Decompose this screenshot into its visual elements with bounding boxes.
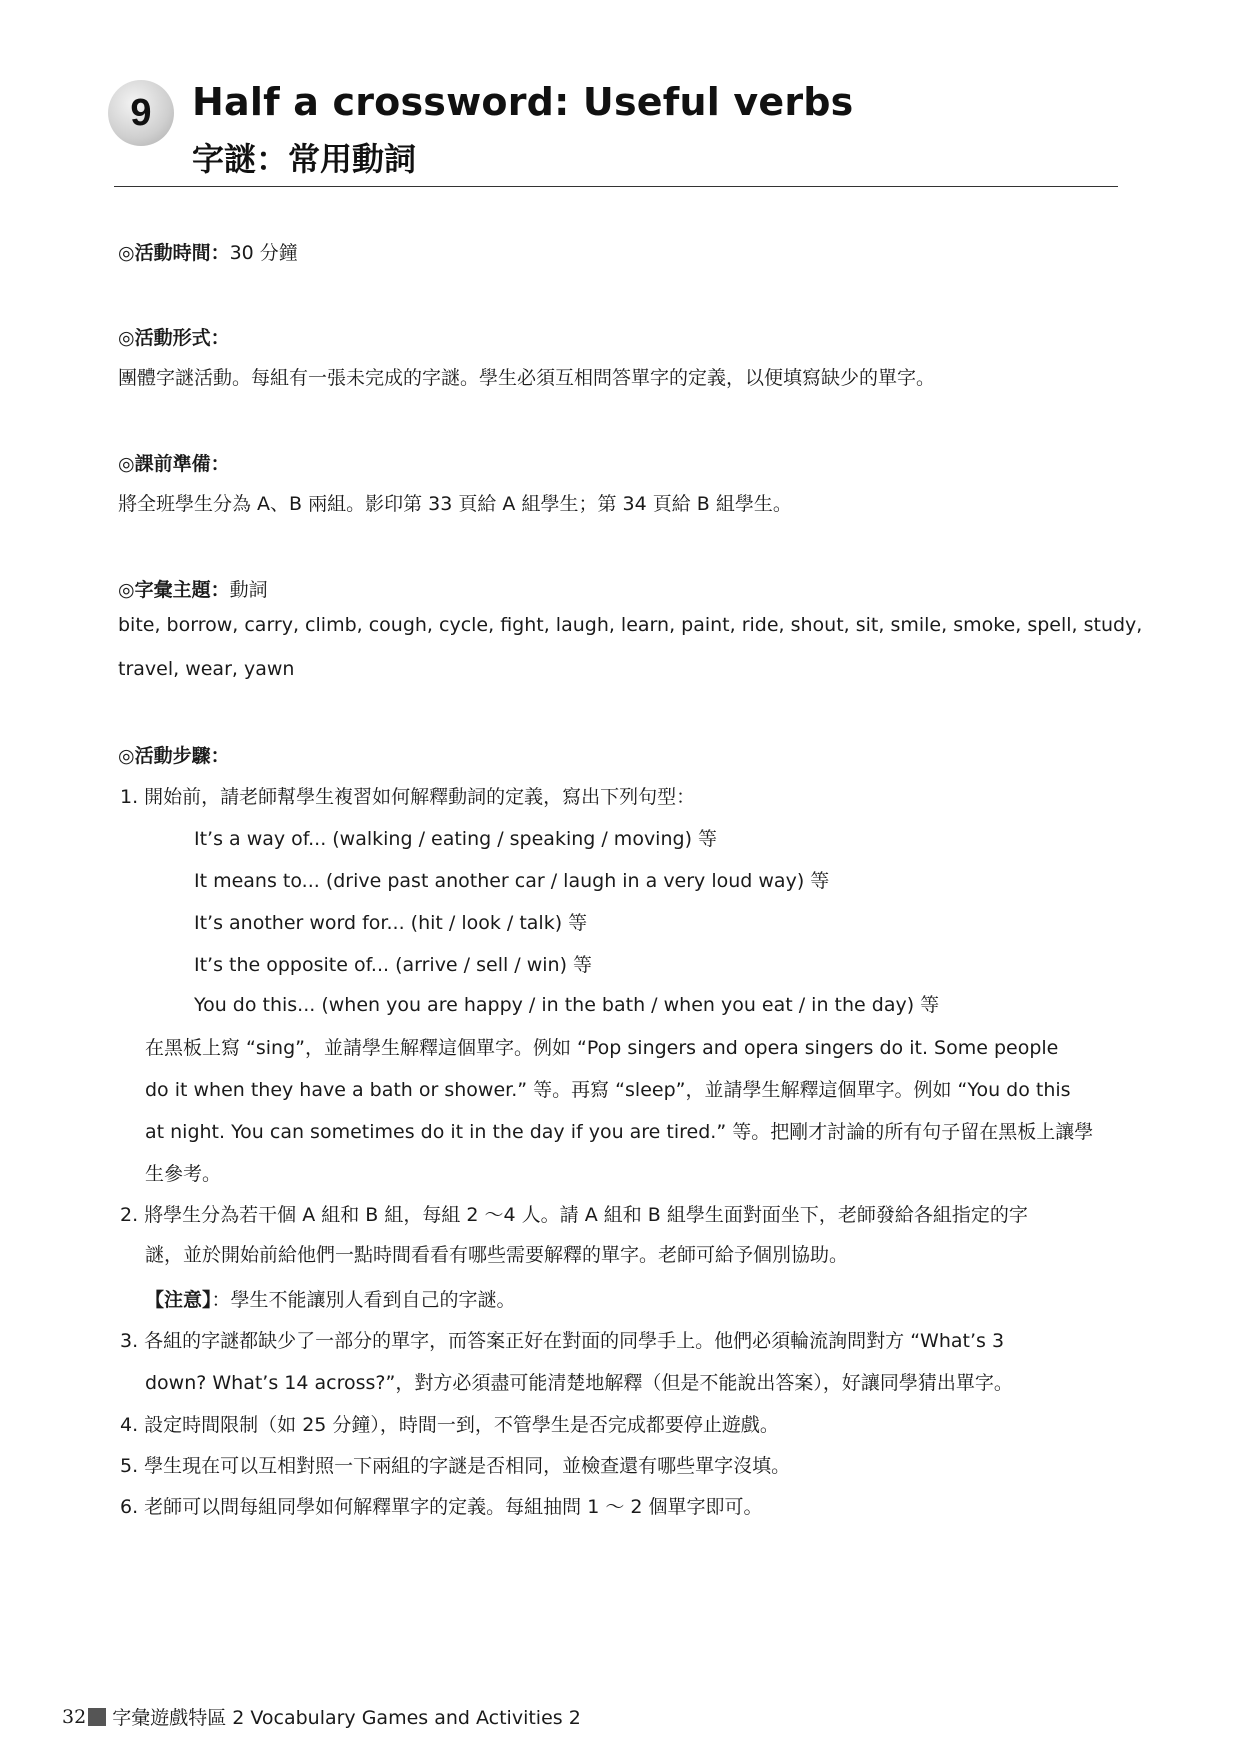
step-5: 5. 學生現在可以互相對照一下兩組的字謎是否相同，並檢查還有哪些單字沒填。 xyxy=(120,1455,791,1477)
page-title-chinese: 字謎：常用動詞 xyxy=(192,140,417,178)
step-1-paragraph-line2: do it when they have a bath or shower.” 等。再寫 “sleep”，並請學生解釋這個單字。例如 “You do this xyxy=(145,1079,1071,1101)
pattern-2: It means to... (drive past another car / laugh in a very loud way) 等 xyxy=(194,870,830,892)
footer-text: 字彙遊戲特區 2 Vocabulary Games and Activities 2 xyxy=(112,1707,581,1729)
steps-label: ◎活動步驟： xyxy=(118,745,230,767)
page-number: 32 xyxy=(62,1705,87,1728)
activity-number: 9 xyxy=(130,91,152,134)
header-divider xyxy=(114,186,1118,187)
pattern-5: You do this... (when you are happy / in the bath / when you eat / in the day) 等 xyxy=(194,994,940,1016)
format-text: 團體字謎活動。每組有一張未完成的字謎。學生必須互相問答單字的定義，以便填寫缺少的單字。 xyxy=(118,367,936,389)
step-2-line1: 2. 將學生分為若干個 A 組和 B 組，每組 2 ～4 人。請 A 組和 B 組學生面對面坐下，老師發給各組指定的字 xyxy=(120,1204,1028,1226)
theme-label: ◎字彙主題： xyxy=(118,579,230,601)
step-2-line2: 謎，並於開始前給他們一點時間看看有哪些需要解釋的單字。老師可給予個別協助。 xyxy=(145,1244,849,1266)
time-label: ◎活動時間： xyxy=(118,242,230,264)
page-header xyxy=(108,76,1120,188)
step-1-paragraph-line3: at night. You can sometimes do it in the day if you are tired.” 等。把剛才討論的所有句子留在黑板上讓學 xyxy=(145,1121,1094,1143)
theme-words-line2: travel, wear, yawn xyxy=(118,658,295,680)
prep-text: 將全班學生分為 A、B 兩組。影印第 33 頁給 A 組學生；第 34 頁給 B 組學生。 xyxy=(118,493,792,515)
pattern-3: It’s another word for... (hit / look / talk) 等 xyxy=(194,912,588,934)
footer-square-icon xyxy=(88,1708,106,1726)
prep-label: ◎課前準備： xyxy=(118,453,230,475)
note xyxy=(145,1285,516,1312)
theme-value: 動詞 xyxy=(229,579,268,601)
pattern-1: It’s a way of... (walking / eating / speaking / moving) 等 xyxy=(194,828,718,850)
step-3-line1: 3. 各組的字謎都缺少了一部分的單字，而答案正好在對面的同學手上。他們必須輪流詢問對方 “What’s 3 xyxy=(120,1330,1005,1352)
step-6: 6. 老師可以問每組同學如何解釋單字的定義。每組抽問 1 ～ 2 個單字即可。 xyxy=(120,1496,763,1518)
step-4: 4. 設定時間限制（如 25 分鐘），時間一到，不管學生是否完成都要停止遊戲。 xyxy=(120,1414,779,1436)
page-footer xyxy=(62,1703,581,1730)
step-1-paragraph-line1: 在黑板上寫 “sing”，並請學生解釋這個單字。例如 “Pop singers and opera singers do it. Some people xyxy=(145,1037,1059,1059)
step-3-line2: down? What’s 14 across?”，對方必須盡可能清楚地解釋（但是不能說出答案），好讓同學猜出單字。 xyxy=(145,1372,1013,1394)
page-title-english: Half a crossword: Useful verbs xyxy=(192,80,854,124)
pattern-4: It’s the opposite of... (arrive / sell / win) 等 xyxy=(194,954,593,976)
step-1-paragraph-line4: 生參考。 xyxy=(145,1163,222,1185)
theme-words-line1: bite, borrow, carry, climb, cough, cycle, fight, laugh, learn, paint, ride, shout, sit, smile, smoke, spell, study, xyxy=(118,614,1143,636)
note-label: 【注意】 xyxy=(145,1289,212,1311)
format-label: ◎活動形式： xyxy=(118,327,230,349)
time-value: 30 分鐘 xyxy=(229,242,298,264)
step-1: 1. 開始前，請老師幫學生複習如何解釋動詞的定義，寫出下列句型： xyxy=(120,786,696,808)
time-section xyxy=(118,238,298,265)
activity-number-badge xyxy=(108,80,174,146)
note-text: ：學生不能讓別人看到自己的字謎。 xyxy=(211,1289,516,1311)
theme-section xyxy=(118,575,268,602)
